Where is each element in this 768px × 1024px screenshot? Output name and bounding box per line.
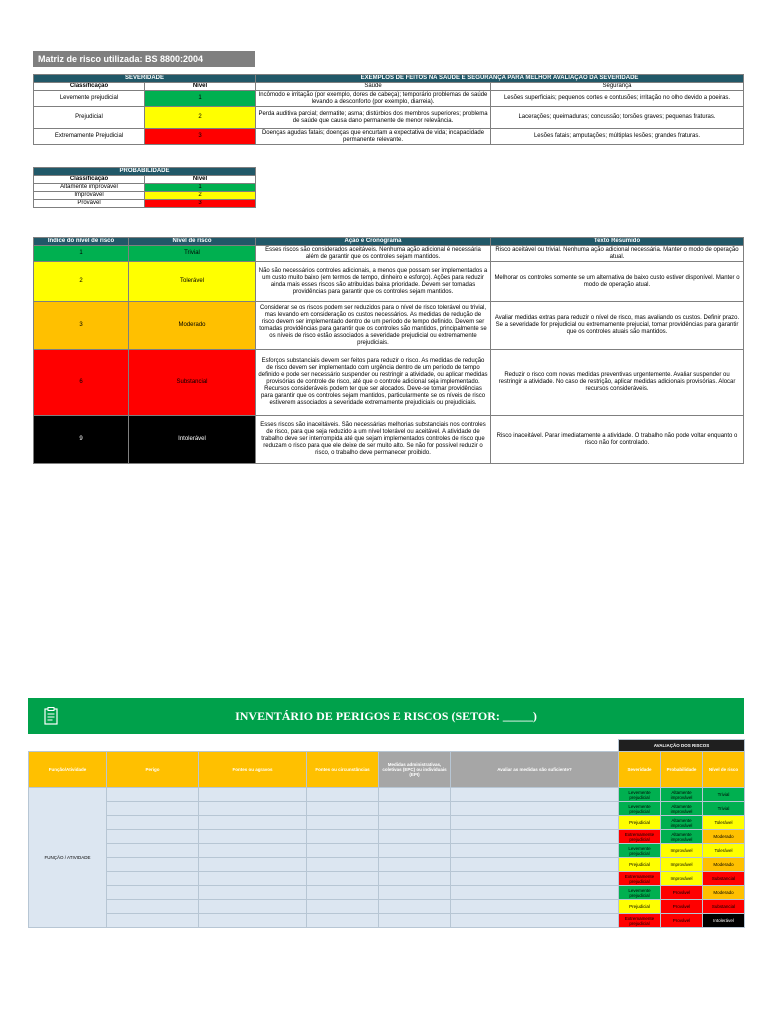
probability-row: [34, 192, 256, 200]
inventory-banner: [28, 698, 744, 734]
inventory-evaluation-cell[interactable]: [451, 844, 619, 858]
probability-level: 3: [145, 200, 256, 208]
risk-summary: Avaliar medidas extras para reduzir o nível de risco, mas avaliando os custos. Definir prazo. Se a severidade for prejudicial ou extremamente prejucial, tomar providências para garantir que os controles atuais são mantidos.: [491, 302, 744, 350]
inventory-input-cell[interactable]: [199, 816, 307, 830]
inventory-row: [29, 802, 745, 816]
spacer-cell: [107, 740, 199, 752]
inventory-col-6: Avaliar as medidas são suficiente?: [451, 752, 619, 788]
eval-severity[interactable]: Levemente prejudicial: [619, 802, 661, 816]
inventory-input-cell[interactable]: [379, 788, 451, 802]
risk-index: 1: [34, 246, 129, 262]
inventory-input-cell[interactable]: [199, 886, 307, 900]
inventory-evaluation-cell[interactable]: [451, 872, 619, 886]
risk-action: Esforços substanciais devem ser feitos para reduzir o risco. As medidas de redução de risco devem ser implementado com urgência dentro de um período de tempo definido e pode ser necessário suspender ou restringir a atividade, ou aplicar medidas provisórias de controle de risco, até que o controle adicional seja implementado. Recursos consideráveis podem ter que ser alocados. Deve-se tomar providências para garantir que os controles sejam mantidos, particularmente se os níveis de risco estiverem associados a severidade extremamente prejudiciais ou prejudiciais.: [256, 350, 491, 416]
eval-probability[interactable]: Improvável: [661, 858, 703, 872]
spacer-cell: [451, 740, 619, 752]
spacer-cell: [29, 740, 107, 752]
inventory-col-1: Função/Atividade: [29, 752, 107, 788]
risk-summary: Risco aceitável ou trivial. Nenhuma ação adicional necessária. Manter o modo de operação atual.: [491, 246, 744, 262]
severity-header: SEVERIDADE: [34, 75, 256, 83]
spacer-cell: [379, 740, 451, 752]
risk-action: Esses riscos são considerados aceitáveis. Nenhuma ação adicional é necessária além de garantir que os controles sejam mantidos.: [256, 246, 491, 262]
probability-level: 1: [145, 184, 256, 192]
inventory-evaluation-cell[interactable]: [451, 816, 619, 830]
risk-row: [34, 262, 744, 302]
inventory-evaluation-cell[interactable]: [451, 886, 619, 900]
eval-severity[interactable]: Prejudicial: [619, 858, 661, 872]
inventory-input-cell[interactable]: [307, 830, 379, 844]
inventory-evaluation-cell[interactable]: [451, 900, 619, 914]
risk-row: [34, 302, 744, 350]
risk-level-table: [33, 237, 744, 464]
inventory-input-cell[interactable]: [199, 914, 307, 928]
inventory-input-cell[interactable]: [107, 900, 199, 914]
eval-probability[interactable]: Provável: [661, 900, 703, 914]
risk-index: 6: [34, 350, 129, 416]
inventory-input-cell[interactable]: [199, 788, 307, 802]
risk-action: Considerar se os riscos podem ser reduzidos para o nível de risco tolerável ou trivial, mas levando em consideração os custos necessários. As medidas de redução de risco devem ser implementado dentro de um período de tempo definido. Devem ser tomadas providências para garantir que os controles são mantidos, principalmente se os níveis de risco estão associados a severidade prejudicial ou extremamente prejudiciais.: [256, 302, 491, 350]
inventory-evaluation-cell[interactable]: [451, 788, 619, 802]
eval-probability[interactable]: Altamente improvável: [661, 816, 703, 830]
risk-level-name: Moderado: [129, 302, 256, 350]
probability-row: [34, 200, 256, 208]
risk-row: [34, 350, 744, 416]
eval-probability[interactable]: Altamente improvável: [661, 788, 703, 802]
inventory-input-cell[interactable]: [307, 816, 379, 830]
inventory-input-cell[interactable]: [199, 830, 307, 844]
eval-col-2: Probabilidade: [661, 752, 703, 788]
severity-class: Levemente prejudicial: [34, 91, 145, 107]
severity-row: [34, 91, 744, 107]
severity-class: Extremamente Prejudicial: [34, 129, 145, 145]
inventory-row: [29, 914, 745, 928]
risk-level-name: Tolerável: [129, 262, 256, 302]
severity-health: Incômodo e irritação (por exemplo, dores de cabeça); temporário problemas de saúde levando a desconforto (por exemplo, diarreia).: [256, 91, 491, 107]
severity-col-health: Saúde: [256, 83, 491, 91]
inventory-col-4: Fontes ou circunstâncias: [307, 752, 379, 788]
inventory-row: [29, 830, 745, 844]
severity-safety: Lacerações; queimaduras; concussão; torsões graves; pequenas fraturas.: [491, 107, 744, 129]
inventory-input-cell[interactable]: [307, 802, 379, 816]
eval-risk-level: Substancial: [703, 900, 745, 914]
inventory-input-cell[interactable]: [107, 816, 199, 830]
inventory-input-cell[interactable]: [307, 788, 379, 802]
inventory-input-cell[interactable]: [307, 900, 379, 914]
severity-level: 2: [145, 107, 256, 129]
probability-table: [33, 167, 256, 208]
risk-row: [34, 416, 744, 464]
risk-action: Não são necessários controles adicionais, a menos que possam ser implementados a um custo muito baixo (em termos de tempo, dinheiro e esforço). Ações para reduzir ainda mais esses riscos são atribuídas baixa prioridade. Devem ser tomadas providências para garantir que os controles sejam mantidos.: [256, 262, 491, 302]
inventory-table: [28, 739, 745, 928]
severity-level: 3: [145, 129, 256, 145]
eval-risk-level: Moderado: [703, 858, 745, 872]
inventory-evaluation-cell[interactable]: [451, 830, 619, 844]
severity-safety: Lesões fatais; amputações; múltiplas lesões; grandes fraturas.: [491, 129, 744, 145]
eval-probability[interactable]: Provável: [661, 914, 703, 928]
eval-severity[interactable]: Extremamente prejudicial: [619, 872, 661, 886]
inventory-input-cell[interactable]: [307, 914, 379, 928]
severity-health: Perda auditiva parcial; dermatite; asma; distúrbios dos membros superiores; problema de saúde que causa dano permanente de menor relevância.: [256, 107, 491, 129]
inventory-input-cell[interactable]: [199, 858, 307, 872]
probability-header: PROBABILIDADE: [34, 168, 256, 176]
probability-class: Improvável: [34, 192, 145, 200]
risk-col-action: Ação e Cronograma: [256, 238, 491, 246]
inventory-input-cell[interactable]: [379, 914, 451, 928]
inventory-input-cell[interactable]: [199, 802, 307, 816]
eval-severity[interactable]: Prejudicial: [619, 900, 661, 914]
evaluation-header: AVALIAÇÃO DOS RISCOS: [619, 740, 745, 752]
eval-severity[interactable]: Levemente prejudicial: [619, 886, 661, 900]
eval-probability[interactable]: Improvável: [661, 872, 703, 886]
risk-col-summary: Texto Resumido: [491, 238, 744, 246]
risk-index: 2: [34, 262, 129, 302]
risk-summary: Reduzir o risco com novas medidas preventivas urgentemente. Avaliar suspender ou restringir a atividade. No caso de restrição, aplicar medidas adicionais provisórias. Alocar recursos consideráveis.: [491, 350, 744, 416]
inventory-input-cell[interactable]: [379, 816, 451, 830]
inventory-col-3: Fontes ou agravos: [199, 752, 307, 788]
risk-col-level: Nível de risco: [129, 238, 256, 246]
eval-severity[interactable]: Extremamente prejudicial: [619, 830, 661, 844]
severity-row: [34, 129, 744, 145]
inventory-col-2: Perigo: [107, 752, 199, 788]
probability-row: [34, 184, 256, 192]
probability-class: Provável: [34, 200, 145, 208]
function-label: FUNÇÃO / ATIVIDADE: [29, 788, 107, 928]
inventory-col-5: Medidas administrativas, coletivas (EPC) ou individuais (EPI): [379, 752, 451, 788]
inventory-input-cell[interactable]: [107, 886, 199, 900]
inventory-row: [29, 844, 745, 858]
inventory-row: [29, 900, 745, 914]
probability-class: Altamente improvável: [34, 184, 145, 192]
risk-row: [34, 246, 744, 262]
eval-risk-level: Trivial: [703, 788, 745, 802]
inventory-input-cell[interactable]: [199, 844, 307, 858]
examples-header: EXEMPLOS DE FEITOS NA SAÚDE E SEGURANÇA PARA MELHOR AVALIAÇÃO DA SEVERIDADE: [256, 75, 744, 83]
inventory-title: INVENTÁRIO DE PERIGOS E RISCOS (SETOR: _____): [235, 709, 537, 723]
inventory-input-cell[interactable]: [379, 886, 451, 900]
inventory-row: [29, 816, 745, 830]
inventory-input-cell[interactable]: [107, 872, 199, 886]
severity-level: 1: [145, 91, 256, 107]
eval-probability[interactable]: Altamente improvável: [661, 830, 703, 844]
risk-col-index: Índice do nível de risco: [34, 238, 129, 246]
eval-risk-level: Moderado: [703, 830, 745, 844]
risk-level-name: Intolerável: [129, 416, 256, 464]
risk-index: 3: [34, 302, 129, 350]
inventory-input-cell[interactable]: [107, 844, 199, 858]
severity-row: [34, 107, 744, 129]
risk-level-name: Trivial: [129, 246, 256, 262]
eval-risk-level: Moderado: [703, 886, 745, 900]
spacer-cell: [199, 740, 307, 752]
severity-col-safety: Segurança: [491, 83, 744, 91]
eval-risk-level: Tolerável: [703, 816, 745, 830]
inventory-input-cell[interactable]: [107, 802, 199, 816]
inventory-input-cell[interactable]: [307, 844, 379, 858]
inventory-input-cell[interactable]: [307, 872, 379, 886]
inventory-input-cell[interactable]: [307, 858, 379, 872]
severity-health: Doenças agudas fatais; doenças que encurtam a expectativa de vida; incapacidade permanente relevante.: [256, 129, 491, 145]
inventory-input-cell[interactable]: [379, 872, 451, 886]
inventory-input-cell[interactable]: [379, 858, 451, 872]
matrix-title: Matriz de risco utilizada: BS 8800:2004: [33, 51, 255, 67]
inventory-input-cell[interactable]: [379, 802, 451, 816]
inventory-row: [29, 858, 745, 872]
inventory-evaluation-cell[interactable]: [451, 914, 619, 928]
risk-summary: Risco inaceitável. Parar imediatamente a atividade. O trabalho não pode voltar enquanto o risco não for controlado.: [491, 416, 744, 464]
inventory-evaluation-cell[interactable]: [451, 858, 619, 872]
eval-severity[interactable]: Levemente prejudicial: [619, 844, 661, 858]
inventory-input-cell[interactable]: [307, 886, 379, 900]
eval-risk-level: Tolerável: [703, 844, 745, 858]
severity-table: [33, 74, 744, 145]
eval-probability[interactable]: Improvável: [661, 844, 703, 858]
eval-probability[interactable]: Provável: [661, 886, 703, 900]
eval-severity[interactable]: Levemente prejudicial: [619, 788, 661, 802]
eval-risk-level: Substancial: [703, 872, 745, 886]
inventory-input-cell[interactable]: [379, 900, 451, 914]
severity-class: Prejudicial: [34, 107, 145, 129]
inventory-input-cell[interactable]: [199, 872, 307, 886]
inventory-input-cell[interactable]: [107, 914, 199, 928]
risk-summary: Melhorar os controles somente se um alternativa de baixo custo estiver disponível. Manter o modo de operação atual.: [491, 262, 744, 302]
inventory-input-cell[interactable]: [107, 830, 199, 844]
eval-col-1: Severidade: [619, 752, 661, 788]
inventory-input-cell[interactable]: [379, 830, 451, 844]
probability-level: 2: [145, 192, 256, 200]
spacer-cell: [307, 740, 379, 752]
eval-col-3: Nível de risco: [703, 752, 745, 788]
probability-col-level: Nível: [145, 176, 256, 184]
inventory-input-cell[interactable]: [199, 900, 307, 914]
severity-safety: Lesões superficiais; pequenos cortes e contusões; irritação no olho devido a poeiras.: [491, 91, 744, 107]
inventory-input-cell[interactable]: [379, 844, 451, 858]
probability-col-class: Classificação: [34, 176, 145, 184]
eval-severity[interactable]: Extremamente prejudicial: [619, 914, 661, 928]
risk-action: Esses riscos são inaceitáveis. São necessárias melhorias substanciais nos controles de risco, para que seja reduzido a um nível tolerável ou aceitável. A atividade de trabalho deve ser interrompida até que sejam implementados controles de risco que reduzam o risco para que ele deixe de ser muito alto. Se não for possível reduzir o risco, o trabalho deve permanecer proibido.: [256, 416, 491, 464]
inventory-evaluation-cell[interactable]: [451, 802, 619, 816]
eval-risk-level: Intolerável: [703, 914, 745, 928]
eval-risk-level: Trivial: [703, 802, 745, 816]
eval-severity[interactable]: Prejudicial: [619, 816, 661, 830]
severity-col-class: Classificação: [34, 83, 145, 91]
eval-probability[interactable]: Altamente improvável: [661, 802, 703, 816]
risk-level-name: Substancial: [129, 350, 256, 416]
severity-col-level: Nível: [145, 83, 256, 91]
inventory-input-cell[interactable]: [107, 788, 199, 802]
inventory-input-cell[interactable]: [107, 858, 199, 872]
inventory-row: [29, 872, 745, 886]
inventory-row: [29, 788, 745, 802]
inventory-row: [29, 886, 745, 900]
risk-index: 9: [34, 416, 129, 464]
